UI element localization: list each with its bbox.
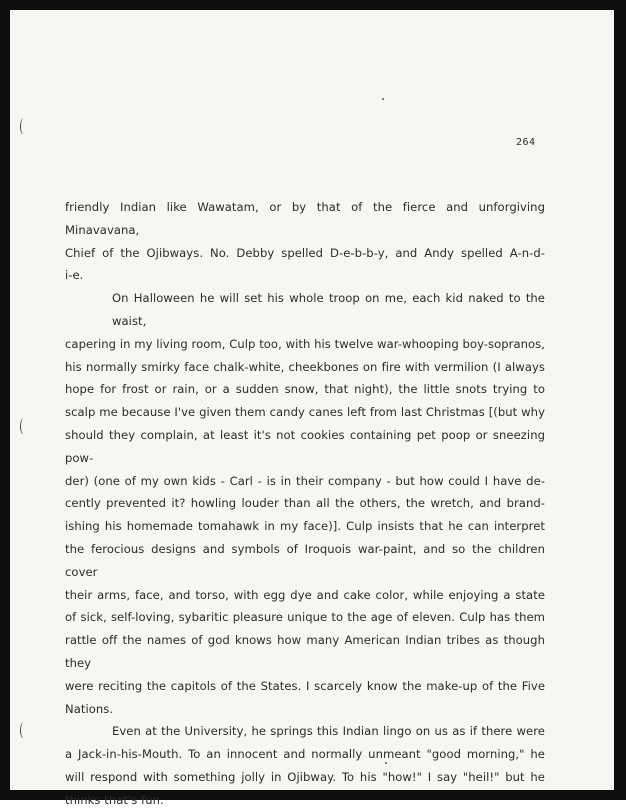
paper-speck [382,98,384,100]
text-line: Even at the University, he springs this Indian lingo on us as if there were [112,724,545,739]
body-text [65,196,545,812]
binder-hole-mark-top [20,117,27,134]
text-line: friendly Indian like Wawatam, or by that of the fierce and unforgiving Minavavana, [65,200,545,237]
text-line: Chief of the Ojibways. No. Debby spelled D-e-b-b-y, and Andy spelled A-n-d- [65,245,545,260]
text-line: a Jack-in-his-Mouth. To an innocent and normally unmeant "good morning," he [65,747,545,762]
text-line: rattle off the names of god knows how many American Indian tribes as though they [65,633,545,670]
typewritten-page [10,10,614,807]
binder-hole-mark-bottom [20,721,27,738]
text-line: der) (one of my own kids - Carl - is in their company - but how could I have de- [65,473,545,488]
text-line: On Halloween he will set his whole troop on me, each kid naked to the waist, [112,291,545,328]
text-line: ishing his homemade tomahawk in my face)]. Culp insists that he can interpret [65,519,545,534]
text-line: should they complain, at least it's not cookies containing pet poop or sneezing pow- [65,427,545,465]
text-line: scalp me because I've given them candy canes left from last Christmas [(but why [65,405,545,420]
text-line: hope for frost or rain, or a sudden snow, that night), the little snots trying to [65,382,545,397]
text-line: will respond with something jolly in Ojibway. To his "how!" I say "heil!" but he [65,769,545,784]
text-line: cently prevented it? howling louder than all the others, the wretch, and brand- [65,496,545,511]
text-line: capering in my living room, Culp too, with his twelve war-whooping boy-sopranos, [65,336,545,351]
text-line: i-e. [65,268,84,283]
text-line: his normally smirky face chalk-white, cheekbones on fire with vermilion (I always [65,359,545,374]
text-line: the ferocious designs and symbols of Iroquois war-paint, and so the children cover [65,541,545,579]
binder-hole-mark-middle [20,417,27,434]
text-line: Nations. [65,701,114,716]
text-line: thinks that's fun. [65,792,164,807]
text-line: their arms, face, and torso, with egg dye and cake color, while enjoying a state [65,587,545,602]
text-line: of sick, self-loving, sybaritic pleasure unique to the age of eleven. Culp has them [65,610,545,625]
page-number: 264 [516,137,536,148]
text-line: were reciting the capitols of the States. I scarcely know the make-up of the Five [65,678,545,693]
